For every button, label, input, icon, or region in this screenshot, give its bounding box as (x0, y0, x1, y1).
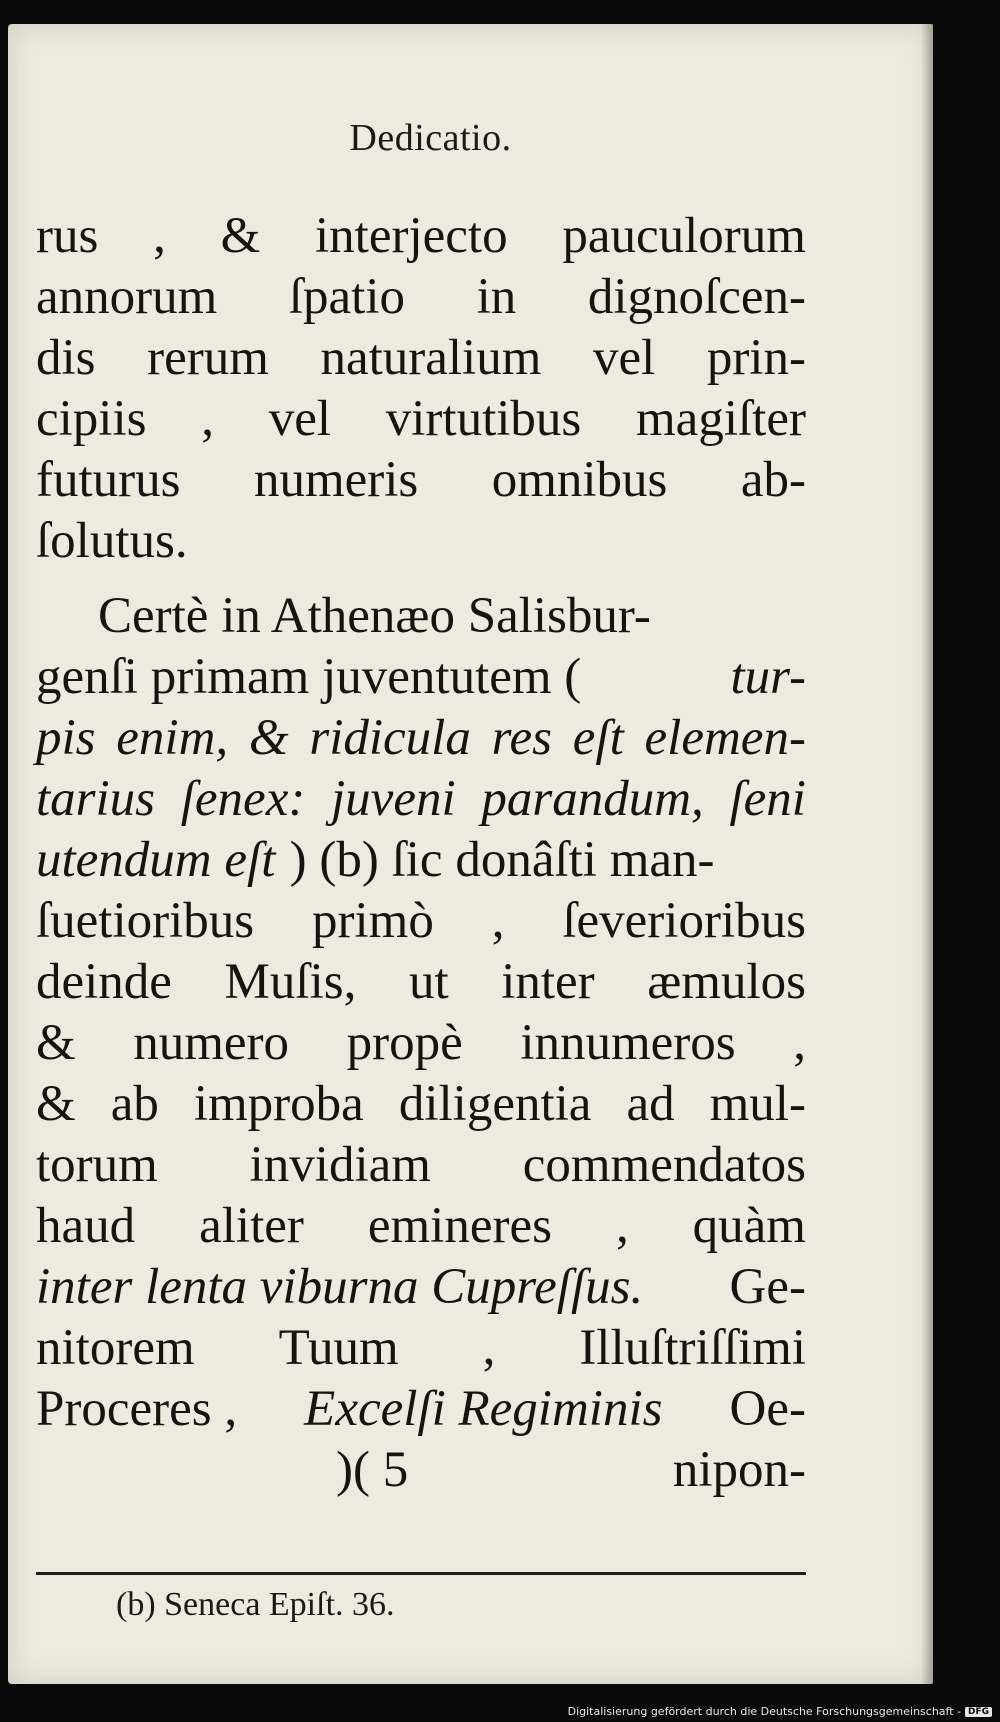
word: deinde (36, 954, 172, 1010)
text-line (36, 1074, 806, 1135)
word: magiſter (636, 391, 806, 447)
word: Muſis, (224, 954, 357, 1010)
word: pis (36, 710, 96, 766)
word: aliter (199, 1198, 304, 1254)
text-line (36, 267, 806, 328)
text-line (36, 647, 806, 708)
dfg-logo: DFG (965, 1707, 992, 1717)
word: numeris (253, 452, 419, 508)
body-text (36, 206, 806, 1501)
word: dignoſcen- (587, 269, 806, 325)
word: eſt (572, 710, 624, 766)
word: dis (36, 330, 96, 386)
word: ſeni (729, 771, 806, 827)
text-line (36, 328, 806, 389)
text-line (36, 830, 806, 891)
word: prin- (706, 330, 806, 386)
text-line-italic (36, 769, 806, 830)
word: vel (268, 391, 332, 447)
italic-run: tur- (730, 649, 806, 705)
word: juveni (331, 771, 456, 827)
word: interjecto (315, 208, 508, 264)
word: vel (592, 330, 656, 386)
word: enim, (116, 710, 229, 766)
word: , (491, 893, 505, 949)
word: pauculorum (562, 208, 806, 264)
word: invidiam (249, 1137, 431, 1193)
word: ab (110, 1076, 159, 1132)
footnote: (b) Seneca Epiſt. 36. (116, 1586, 395, 1623)
word: ſuetioribus (36, 893, 255, 949)
word: ad (626, 1076, 675, 1132)
word: in (476, 269, 517, 325)
text-line (36, 389, 806, 450)
word: annorum (36, 269, 218, 325)
word: rus (36, 208, 99, 264)
word: ut (408, 954, 449, 1010)
text-line (36, 450, 806, 511)
italic-run: Excelſi Regiminis (304, 1381, 663, 1437)
word: mul- (709, 1076, 806, 1132)
word: cipiis (36, 391, 147, 447)
word: Illuſtriſſimi (579, 1320, 806, 1376)
signature-line (36, 1440, 806, 1501)
credit-text: Digitalisierung gefördert durch die Deutsche Forschungsgemeinschaft - (567, 1705, 961, 1718)
word: futurus (36, 452, 181, 508)
running-header (8, 116, 933, 160)
word: & (248, 710, 289, 766)
word: , (153, 208, 166, 264)
word: diligentia (398, 1076, 592, 1132)
word: omnibus (491, 452, 668, 508)
text-run: Proceres , (36, 1381, 238, 1437)
word: Tuum (278, 1320, 399, 1376)
word: quàm (692, 1198, 806, 1254)
footnote-rule (36, 1572, 806, 1575)
digitization-credit (568, 1705, 992, 1718)
word: innumeros (520, 1015, 736, 1071)
text-line (36, 1196, 806, 1257)
text-line-italic (36, 708, 806, 769)
italic-run: inter lenta viburna Cupreſſus. (36, 1259, 644, 1315)
word: nitorem (36, 1320, 195, 1376)
text-run: genſi primam juventutem ( (36, 649, 582, 705)
word: res (491, 710, 553, 766)
word: inter (501, 954, 595, 1010)
word: propè (346, 1015, 463, 1071)
running-header-text: Dedicatio. (349, 117, 512, 159)
word: naturalium (320, 330, 542, 386)
text-line (36, 1013, 806, 1074)
word: & (36, 1015, 76, 1071)
page-edge-shadow (921, 24, 933, 1684)
book-page (8, 24, 933, 1684)
word: elemen- (644, 710, 806, 766)
text-run: ) (b) ſic donâſti man- (289, 832, 715, 888)
text-line (36, 1135, 806, 1196)
word: improba (193, 1076, 364, 1132)
word: , (482, 1320, 496, 1376)
word: æmulos (647, 954, 806, 1010)
text-line (36, 1379, 806, 1440)
word: torum (36, 1137, 158, 1193)
text-line (36, 206, 806, 267)
word: haud (36, 1198, 136, 1254)
word: , (615, 1198, 629, 1254)
text-line (36, 1318, 806, 1379)
word: ſeverioribus (562, 893, 806, 949)
word: , (793, 1015, 806, 1071)
word: numero (133, 1015, 290, 1071)
word: ridicula (309, 710, 471, 766)
word: emineres (367, 1198, 552, 1254)
word: virtutibus (385, 391, 582, 447)
text-line (36, 1257, 806, 1318)
catchword: nipon- (672, 1442, 806, 1498)
word: ab- (740, 452, 806, 508)
text-line (36, 891, 806, 952)
word: commendatos (522, 1137, 806, 1193)
word: primò (312, 893, 434, 949)
text-run: Oe- (729, 1381, 806, 1437)
signature-mark: )( 5 (336, 1442, 409, 1498)
word: tarius (36, 771, 156, 827)
word: ſpatio (288, 269, 406, 325)
text-line: Certè in Athenæo Salisbur- (98, 588, 651, 644)
word: ſenex: (180, 771, 306, 827)
word: parandum, (481, 771, 704, 827)
word: & (220, 208, 261, 264)
word: & (36, 1076, 76, 1132)
italic-run: utendum eſt (36, 832, 276, 888)
text-line (36, 952, 806, 1013)
text-line: ſolutus. (36, 513, 188, 569)
word: , (201, 391, 214, 447)
word: rerum (147, 330, 269, 386)
text-run: Ge- (729, 1259, 806, 1315)
